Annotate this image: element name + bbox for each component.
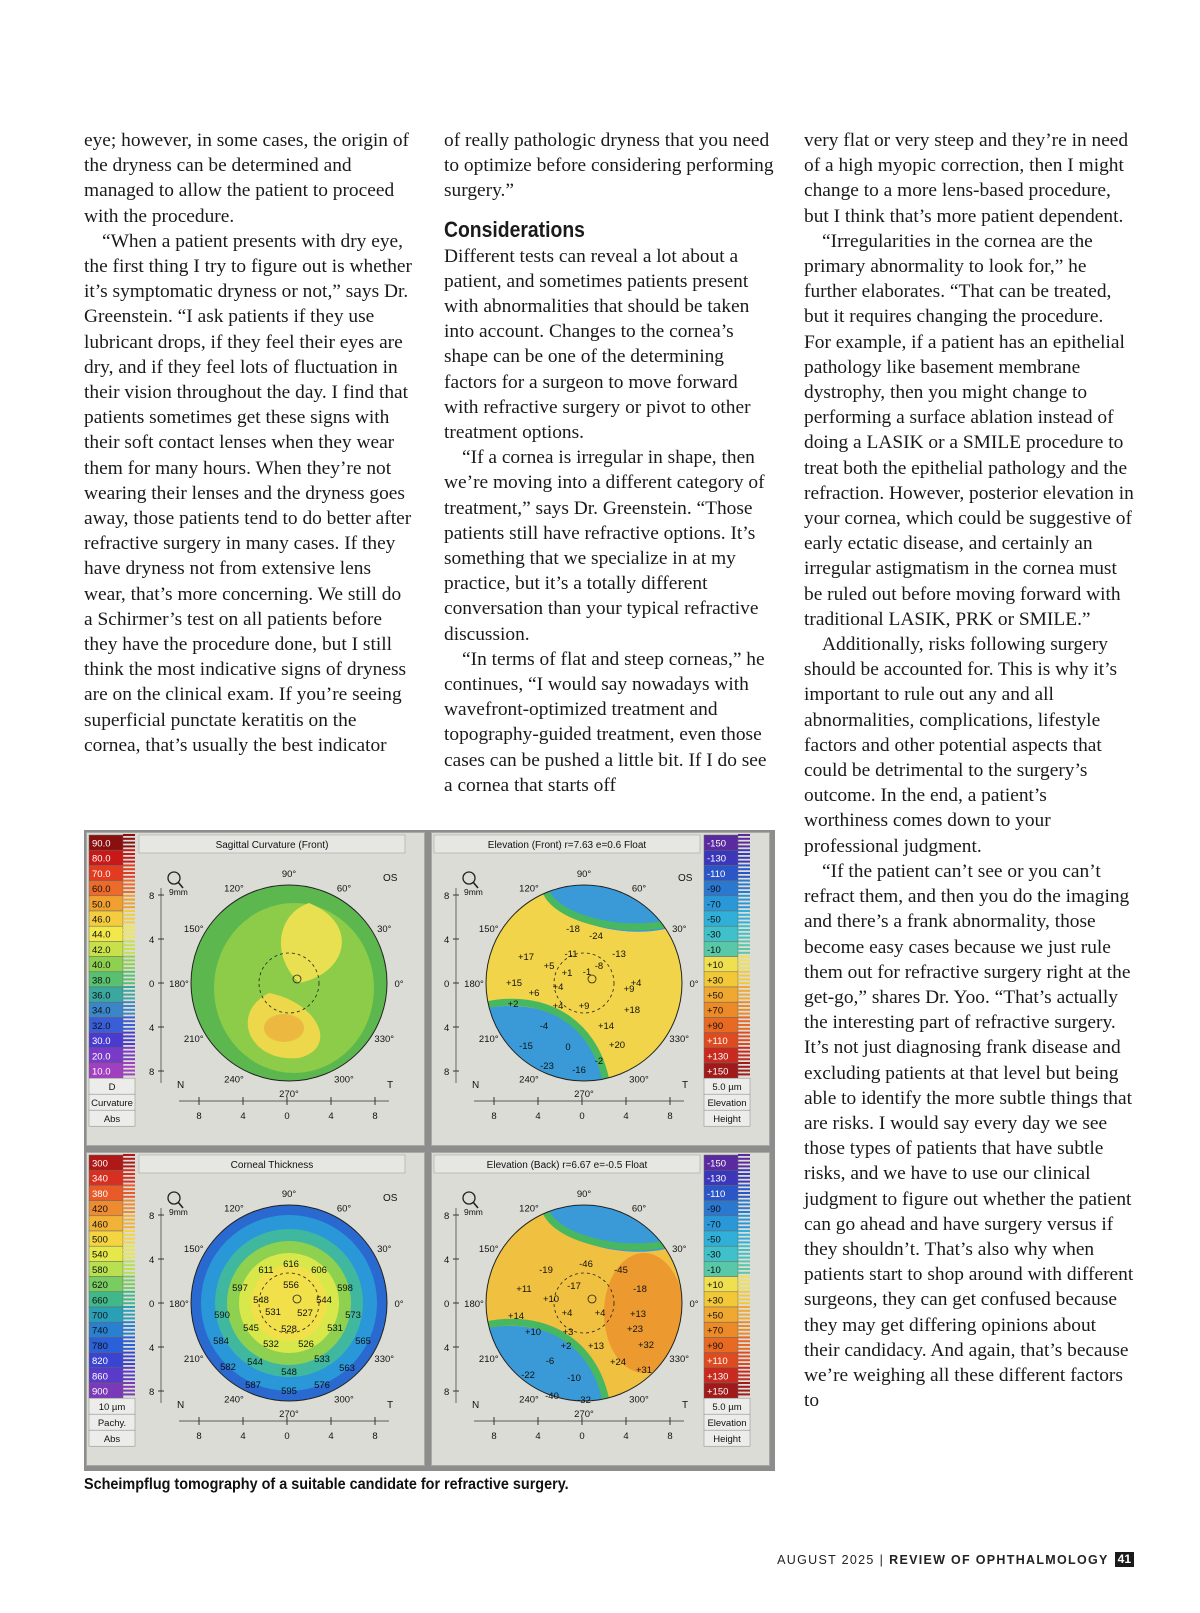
map-value: 582	[220, 1362, 236, 1373]
map-value: 556	[283, 1280, 299, 1291]
map-value: +14	[507, 1311, 525, 1322]
scale-footer-text: 5.0 µm	[712, 1082, 742, 1094]
side-tick-label: 4	[444, 1343, 450, 1354]
map-value: -45	[614, 1265, 628, 1276]
bottom-tick-label: 8	[491, 1431, 497, 1442]
bottom-tick-label: 8	[491, 1111, 497, 1122]
map-value: +9	[623, 984, 635, 995]
scale-value: +10	[707, 1280, 724, 1292]
scale-value: 700	[92, 1310, 108, 1322]
map-value: +3	[562, 1327, 574, 1338]
scale-value: +150	[707, 1066, 729, 1078]
angle-label: 270°	[279, 1089, 299, 1100]
map-value: 544	[247, 1357, 263, 1368]
scale-value: +150	[707, 1386, 729, 1398]
angle-label: 270°	[279, 1409, 299, 1420]
temporal-label: T	[682, 1080, 689, 1091]
scale-value: +70	[707, 1005, 724, 1017]
map-value: 532	[263, 1339, 279, 1350]
map-value: +13	[629, 1309, 647, 1320]
map-value: -13	[612, 949, 626, 960]
angle-label: 270°	[574, 1089, 594, 1100]
bottom-tick-label: 8	[196, 1111, 202, 1122]
column-2	[444, 128, 774, 798]
scale-value: 300	[92, 1158, 108, 1170]
scale-footer-text: Abs	[103, 1114, 121, 1126]
bottom-tick-label: 8	[372, 1111, 378, 1122]
elevation-back-panel	[431, 1152, 770, 1466]
scale-value: +10	[707, 960, 724, 972]
scale-footer-text: Pachy.	[97, 1418, 127, 1430]
map-graphic	[432, 833, 771, 1147]
magnifier-label: 9mm	[464, 1207, 483, 1217]
angle-label: 300°	[334, 1074, 354, 1086]
scale-value: +130	[707, 1371, 729, 1383]
scale-value: 660	[92, 1295, 108, 1307]
scale-footer-text: 5.0 µm	[712, 1402, 742, 1414]
scale-value: +30	[707, 975, 724, 987]
angle-label: 300°	[334, 1394, 354, 1406]
angle-label: 210°	[183, 1034, 204, 1045]
map-value: 595	[281, 1386, 297, 1397]
scale-value: +110	[707, 1036, 728, 1048]
map-value: 598	[337, 1283, 353, 1294]
side-tick-label: 8	[444, 1211, 450, 1222]
angle-label: 30°	[672, 924, 687, 935]
scale-value: 40.0	[92, 960, 111, 972]
scale-footer-text: 10 µm	[98, 1402, 126, 1414]
map-value: +9	[578, 1001, 590, 1012]
scale-value: 780	[92, 1340, 108, 1352]
side-tick-label: 8	[444, 891, 450, 902]
angle-label: 90°	[576, 1189, 592, 1200]
side-tick-label: 0	[444, 979, 450, 990]
paragraph: “When a patient presents with dry eye, the first thing I try to figure out is whether it’s symptomatic dryness or not,” says Dr. Greenstein. “I ask patients if they use lubricant drops, if they feel their eyes are dry, and if they feel lots of fluctuation in their vision throughout the day. I find that patients sometimes get these signs with their soft contact lenses when they wear them for many hours. When they’re not wearing their lenses and the dryness goes away, those patients tend to do better after refractive surgery in many cases. If they have dryness not from extensive lens wear, that’s more concerning. We still do a Schirmer’s test on all patients before they have the procedure done, but I still think the most indicative signs of dryness are on the clinical exam. If you’re seeing superficial punctate keratitis on the cornea, that’s usually the best indicator	[84, 230, 412, 756]
map-value: +1	[561, 968, 573, 979]
panel-title: Elevation (Back) r=6.67 e=-0.5 Float	[486, 1160, 648, 1171]
bottom-tick-label: 8	[667, 1431, 673, 1442]
angle-label: 330°	[669, 1034, 690, 1045]
scale-value: -10	[707, 944, 721, 956]
map-value: +10	[542, 1294, 560, 1305]
angle-label: 30°	[377, 924, 392, 935]
angle-label: 0°	[689, 979, 699, 990]
side-tick-label: 8	[444, 1387, 450, 1398]
angle-label: 150°	[478, 1244, 499, 1255]
map-value: 573	[345, 1310, 361, 1321]
paragraph: Different tests can reveal a lot about a patient, and sometimes patients present with abnormalities that should be taken into account. Changes to the cornea’s shape can be one of the determining factors for a surgeon to move forward with refractive surgery or pivot to other treatment options.	[444, 245, 751, 444]
figure-caption: Scheimpflug tomography of a suitable candidate for refractive surgery.	[84, 1476, 569, 1493]
footer-separator: |	[879, 1552, 885, 1567]
scale-value: -10	[707, 1264, 721, 1276]
side-tick-label: 4	[444, 1255, 450, 1266]
scale-value: 580	[92, 1264, 108, 1276]
side-tick-label: 8	[444, 1067, 450, 1078]
scale-value: 740	[92, 1325, 108, 1337]
map-value: +4	[594, 1308, 606, 1319]
scale-footer-text: Elevation	[707, 1418, 747, 1430]
scale-value: -130	[707, 1173, 727, 1185]
map-value: 597	[232, 1283, 248, 1294]
angle-label: 240°	[519, 1074, 539, 1086]
scale-value: -90	[707, 884, 721, 896]
scale-value: +130	[707, 1051, 729, 1063]
map-value: -19	[539, 1265, 553, 1276]
bottom-tick-label: 4	[240, 1431, 246, 1442]
column-3	[804, 128, 1134, 1413]
angle-label: 90°	[281, 869, 297, 880]
angle-label: 90°	[576, 869, 592, 880]
map-value: -18	[566, 924, 580, 935]
map-value: 565	[355, 1336, 371, 1347]
map-value: +20	[608, 1040, 626, 1051]
side-tick-label: 0	[149, 1299, 155, 1310]
corneal-thickness-panel	[86, 1152, 425, 1466]
angle-label: 150°	[183, 924, 204, 935]
scale-value: +30	[707, 1295, 724, 1307]
scale-value: 820	[92, 1356, 108, 1368]
angle-label: 330°	[374, 1034, 395, 1045]
map-value: 544	[316, 1295, 332, 1306]
page-number: 41	[1115, 1552, 1134, 1567]
paragraph: Additionally, risks following surgery should be accounted for. This is why it’s important to rule out any and all abnormalities, complications, lifestyle factors and other potential aspects that could be detrimental to the surgery’s outcome. In the end, a patient’s worthiness comes down to your professional judgment.	[804, 634, 1118, 857]
scale-value: -50	[707, 1234, 721, 1246]
scale-value: 380	[92, 1188, 108, 1200]
map-surface	[191, 885, 387, 1081]
magnifier-label: 9mm	[169, 887, 188, 897]
nasal-label: N	[472, 1400, 480, 1411]
eye-label: OS	[678, 873, 693, 884]
map-value: -46	[579, 1259, 593, 1270]
issue-date: AUGUST 2025	[777, 1552, 875, 1567]
map-value: +18	[623, 1005, 641, 1016]
scale-value: 32.0	[92, 1020, 111, 1032]
map-value: +17	[517, 952, 535, 963]
map-value: +15	[505, 978, 523, 989]
scale-footer-text: Elevation	[707, 1098, 747, 1110]
map-value: +4	[552, 982, 564, 993]
scale-value: -30	[707, 929, 721, 941]
side-tick-label: 4	[444, 1023, 450, 1034]
bottom-tick-label: 0	[284, 1111, 290, 1122]
magnifier-label: 9mm	[464, 887, 483, 897]
angle-label: 0°	[394, 1299, 404, 1310]
page-footer	[777, 1552, 1134, 1567]
nasal-label: N	[472, 1080, 480, 1091]
bottom-tick-label: 4	[535, 1431, 541, 1442]
panel-title: Sagittal Curvature (Front)	[215, 840, 329, 851]
bottom-tick-label: 4	[240, 1111, 246, 1122]
side-tick-label: 4	[444, 935, 450, 946]
angle-label: 90°	[281, 1189, 297, 1200]
map-value: +5	[543, 961, 555, 972]
scale-value: 38.0	[92, 975, 111, 987]
paragraph: of really pathologic dryness that you need to optimize before considering performing surgery.”	[444, 130, 774, 202]
scale-value: 42.0	[92, 944, 111, 956]
nasal-label: N	[177, 1080, 185, 1091]
map-value: -10	[567, 1373, 581, 1384]
side-tick-label: 8	[149, 1067, 155, 1078]
map-value: +14	[597, 1021, 615, 1032]
angle-label: 0°	[394, 979, 404, 990]
angle-label: 120°	[519, 1203, 539, 1215]
paragraph: eye; however, in some cases, the origin of the dryness can be determined and managed to allow the patient to proceed with the procedure.	[84, 130, 409, 227]
map-value: 526	[298, 1339, 314, 1350]
panel-title: Corneal Thickness	[230, 1160, 314, 1171]
map-value: -32	[577, 1395, 591, 1406]
side-tick-label: 0	[149, 979, 155, 990]
map-value: -24	[589, 931, 603, 942]
map-value: -23	[540, 1061, 554, 1072]
map-value: 584	[213, 1336, 229, 1347]
angle-label: 240°	[519, 1394, 539, 1406]
map-value: 528	[281, 1324, 297, 1335]
angle-label: 270°	[574, 1409, 594, 1420]
angle-label: 210°	[478, 1354, 499, 1365]
scale-footer-text: Height	[713, 1114, 741, 1126]
angle-label: 150°	[478, 924, 499, 935]
scale-value: -50	[707, 914, 721, 926]
angle-label: 300°	[629, 1074, 649, 1086]
map-value: +31	[635, 1365, 653, 1376]
map-value: 590	[214, 1310, 230, 1321]
map-value: 548	[253, 1295, 269, 1306]
map-value: 563	[339, 1363, 355, 1374]
map-value: 548	[281, 1367, 297, 1378]
scale-value: 46.0	[92, 914, 111, 926]
scale-value: 44.0	[92, 929, 111, 941]
angle-label: 30°	[672, 1244, 687, 1255]
section-heading: Considerations	[444, 216, 585, 242]
side-tick-label: 4	[149, 1255, 155, 1266]
bottom-tick-label: 4	[535, 1111, 541, 1122]
map-value: +13	[587, 1341, 605, 1352]
map-value: 0	[565, 1042, 571, 1053]
map-value: -2	[594, 1056, 604, 1067]
paragraph: “If a cornea is irregular in shape, then we’re moving into a different category of treatment,” says Dr. Greenstein. “Those patients still have refractive options. It’s something that we specialize in at my practice, but it’s a totally different conversation than your typical refractive discussion.	[444, 447, 765, 645]
angle-label: 120°	[519, 883, 539, 895]
angle-label: 330°	[374, 1354, 395, 1365]
side-tick-label: 4	[149, 1343, 155, 1354]
paragraph: “In terms of flat and steep corneas,” he continues, “I would say nowadays with wavefront-optimized treatment and topography-guided treatment, even those cases can be pushed a little bit. If I do see a cornea that starts off	[444, 648, 767, 796]
angle-label: 210°	[478, 1034, 499, 1045]
map-value: -11	[564, 949, 578, 960]
map-value: -4	[539, 1021, 549, 1032]
map-value: 587	[245, 1380, 261, 1391]
scale-footer-text: Curvature	[91, 1098, 133, 1110]
map-value: -15	[519, 1041, 533, 1052]
map-graphic	[432, 1153, 771, 1467]
scale-value: 500	[92, 1234, 108, 1246]
scale-value: +110	[707, 1356, 728, 1368]
map-graphic	[87, 833, 426, 1147]
map-value: 533	[314, 1354, 330, 1365]
scale-value: 36.0	[92, 990, 111, 1002]
tomography-figure	[84, 830, 775, 1471]
scale-value: -110	[707, 868, 726, 880]
scale-value: +90	[707, 1340, 724, 1352]
bottom-tick-label: 0	[579, 1431, 585, 1442]
angle-label: 150°	[183, 1244, 204, 1255]
paragraph: “If the patient can’t see or you can’t refract them, and then you do the imaging and there’s a frank abnormality, those become easy cases because we just rule them out for refractive surgery right at the get-go,” shares Dr. Yoo. “That’s actually the interesting part of refractive surgery. It’s not just diagnosing frank disease and excluding patients at that level but being able to identify the more subtle things that are risks. I would say every day we see those types of patients that have subtle risks, and we have to use our clinical judgment to figure out whether the patient can go ahead and have surgery versus if they shouldn’t. That’s also why when patients start to shop around with different surgeons, they can get confused because they may get differing opinions about their candidacy. And again, that’s because we’re weighing all these different factors to	[804, 860, 1134, 1412]
scale-value: 10.0	[92, 1066, 111, 1078]
map-value: +4	[561, 1308, 573, 1319]
angle-label: 210°	[183, 1354, 204, 1365]
side-tick-label: 8	[149, 1211, 155, 1222]
bottom-tick-label: 4	[328, 1111, 334, 1122]
scale-value: -130	[707, 853, 727, 865]
angle-label: 180°	[464, 979, 484, 990]
map-value: -40	[545, 1391, 559, 1402]
eye-label: OS	[383, 1193, 398, 1204]
angle-label: 60°	[631, 883, 647, 895]
map-value: -17	[567, 1281, 581, 1292]
map-value: -6	[545, 1356, 555, 1367]
scale-value: -90	[707, 1204, 721, 1216]
panel-title: Elevation (Front) r=7.63 e=0.6 Float	[487, 840, 647, 851]
map-value: +32	[637, 1340, 655, 1351]
angle-label: 30°	[377, 1244, 392, 1255]
bottom-tick-label: 4	[328, 1431, 334, 1442]
scale-value: 20.0	[92, 1051, 111, 1063]
scale-value: 30.0	[92, 1036, 111, 1048]
map-value: -16	[572, 1065, 586, 1076]
scale-value: -70	[707, 1219, 721, 1231]
scale-value: +50	[707, 1310, 724, 1322]
angle-label: 240°	[224, 1394, 244, 1406]
scale-value: 620	[92, 1280, 108, 1292]
angle-label: 240°	[224, 1074, 244, 1086]
map-value: +23	[626, 1324, 644, 1335]
map-value: 531	[327, 1323, 343, 1334]
map-value: 545	[243, 1323, 259, 1334]
scale-value: 60.0	[92, 884, 111, 896]
bottom-tick-label: 8	[667, 1111, 673, 1122]
paragraph: “Irregularities in the cornea are the primary abnormality to look for,” he further elaborates. “That can be treated, but it requires changing the procedure. For example, if a patient has an epithelial pathology like basement membrane dystrophy, then you might change to performing a surface ablation instead of doing a LASIK or a SMILE procedure to treat both the epithelial pathology and the refraction. However, posterior elevation in your cornea, which could be suggestive of early ectatic disease, and certainly an irregular astigmatism in the cornea must be ruled out before moving forward with traditional LASIK, PRK or SMILE.”	[804, 230, 1134, 630]
eye-label: OS	[383, 873, 398, 884]
map-value: 527	[297, 1308, 313, 1319]
map-value: 616	[283, 1259, 299, 1270]
scale-footer-text: D	[108, 1082, 116, 1094]
scale-value: -150	[707, 838, 727, 850]
bottom-tick-label: 8	[372, 1431, 378, 1442]
bottom-tick-label: 0	[284, 1431, 290, 1442]
scale-value: 80.0	[92, 853, 111, 865]
bottom-tick-label: 4	[623, 1431, 629, 1442]
side-tick-label: 4	[149, 1023, 155, 1034]
side-tick-label: 8	[149, 1387, 155, 1398]
angle-label: 60°	[336, 1203, 352, 1215]
angle-label: 60°	[336, 883, 352, 895]
angle-label: 330°	[669, 1354, 690, 1365]
scale-value: 860	[92, 1371, 108, 1383]
angle-label: 180°	[169, 1299, 189, 1310]
scale-footer-text: Height	[713, 1434, 741, 1446]
angle-label: 120°	[224, 1203, 244, 1215]
scale-value: 50.0	[92, 899, 111, 911]
scale-value: -70	[707, 899, 721, 911]
scale-value: +70	[707, 1325, 724, 1337]
map-value: +24	[609, 1357, 627, 1368]
temporal-label: T	[682, 1400, 689, 1411]
map-value: +2	[560, 1341, 572, 1352]
magnifier-label: 9mm	[169, 1207, 188, 1217]
map-value: -22	[521, 1370, 535, 1381]
map-value: +11	[516, 1284, 532, 1295]
scale-value: -110	[707, 1188, 726, 1200]
map-value: +4	[630, 978, 642, 989]
map-value: +4	[552, 1001, 564, 1012]
side-tick-label: 8	[149, 891, 155, 902]
scale-value: +90	[707, 1020, 724, 1032]
scale-value: 340	[92, 1173, 108, 1185]
bottom-tick-label: 0	[579, 1111, 585, 1122]
map-value: +2	[507, 999, 519, 1010]
paragraph: very flat or very steep and they’re in need of a high myopic correction, then I might change to a more lens-based procedure, but I think that’s more patient dependent.	[804, 130, 1129, 227]
publication-name: REVIEW OF OPHTHALMOLOGY	[889, 1552, 1109, 1567]
scale-value: 420	[92, 1204, 108, 1216]
map-value: +6	[528, 988, 540, 999]
map-value: -18	[633, 1284, 647, 1295]
column-1	[84, 128, 414, 758]
map-value: 606	[311, 1265, 327, 1276]
angle-label: 300°	[629, 1394, 649, 1406]
angle-label: 180°	[464, 1299, 484, 1310]
scale-value: 70.0	[92, 868, 111, 880]
scale-value: 34.0	[92, 1005, 111, 1017]
map-value: -1	[582, 967, 592, 978]
scale-value: +50	[707, 990, 724, 1002]
map-graphic	[87, 1153, 426, 1467]
angle-label: 0°	[689, 1299, 699, 1310]
side-tick-label: 0	[444, 1299, 450, 1310]
sagittal-curvature-panel	[86, 832, 425, 1146]
map-value: 611	[258, 1265, 274, 1276]
map-value: 531	[265, 1307, 281, 1318]
scale-value: 900	[92, 1386, 108, 1398]
bottom-tick-label: 8	[196, 1431, 202, 1442]
scale-value: 540	[92, 1249, 108, 1261]
scale-value: 460	[92, 1219, 108, 1231]
angle-label: 180°	[169, 979, 189, 990]
angle-label: 60°	[631, 1203, 647, 1215]
scale-footer-text: Abs	[103, 1434, 121, 1446]
scale-value: -30	[707, 1249, 721, 1261]
map-value: +10	[524, 1327, 542, 1338]
nasal-label: N	[177, 1400, 185, 1411]
angle-label: 120°	[224, 883, 244, 895]
scale-value: 90.0	[92, 838, 111, 850]
temporal-label: T	[387, 1080, 394, 1091]
temporal-label: T	[387, 1400, 394, 1411]
map-value: -8	[594, 961, 604, 972]
bottom-tick-label: 4	[623, 1111, 629, 1122]
side-tick-label: 4	[149, 935, 155, 946]
scale-value: -150	[707, 1158, 727, 1170]
elevation-front-panel	[431, 832, 770, 1146]
map-value: 576	[314, 1380, 330, 1391]
